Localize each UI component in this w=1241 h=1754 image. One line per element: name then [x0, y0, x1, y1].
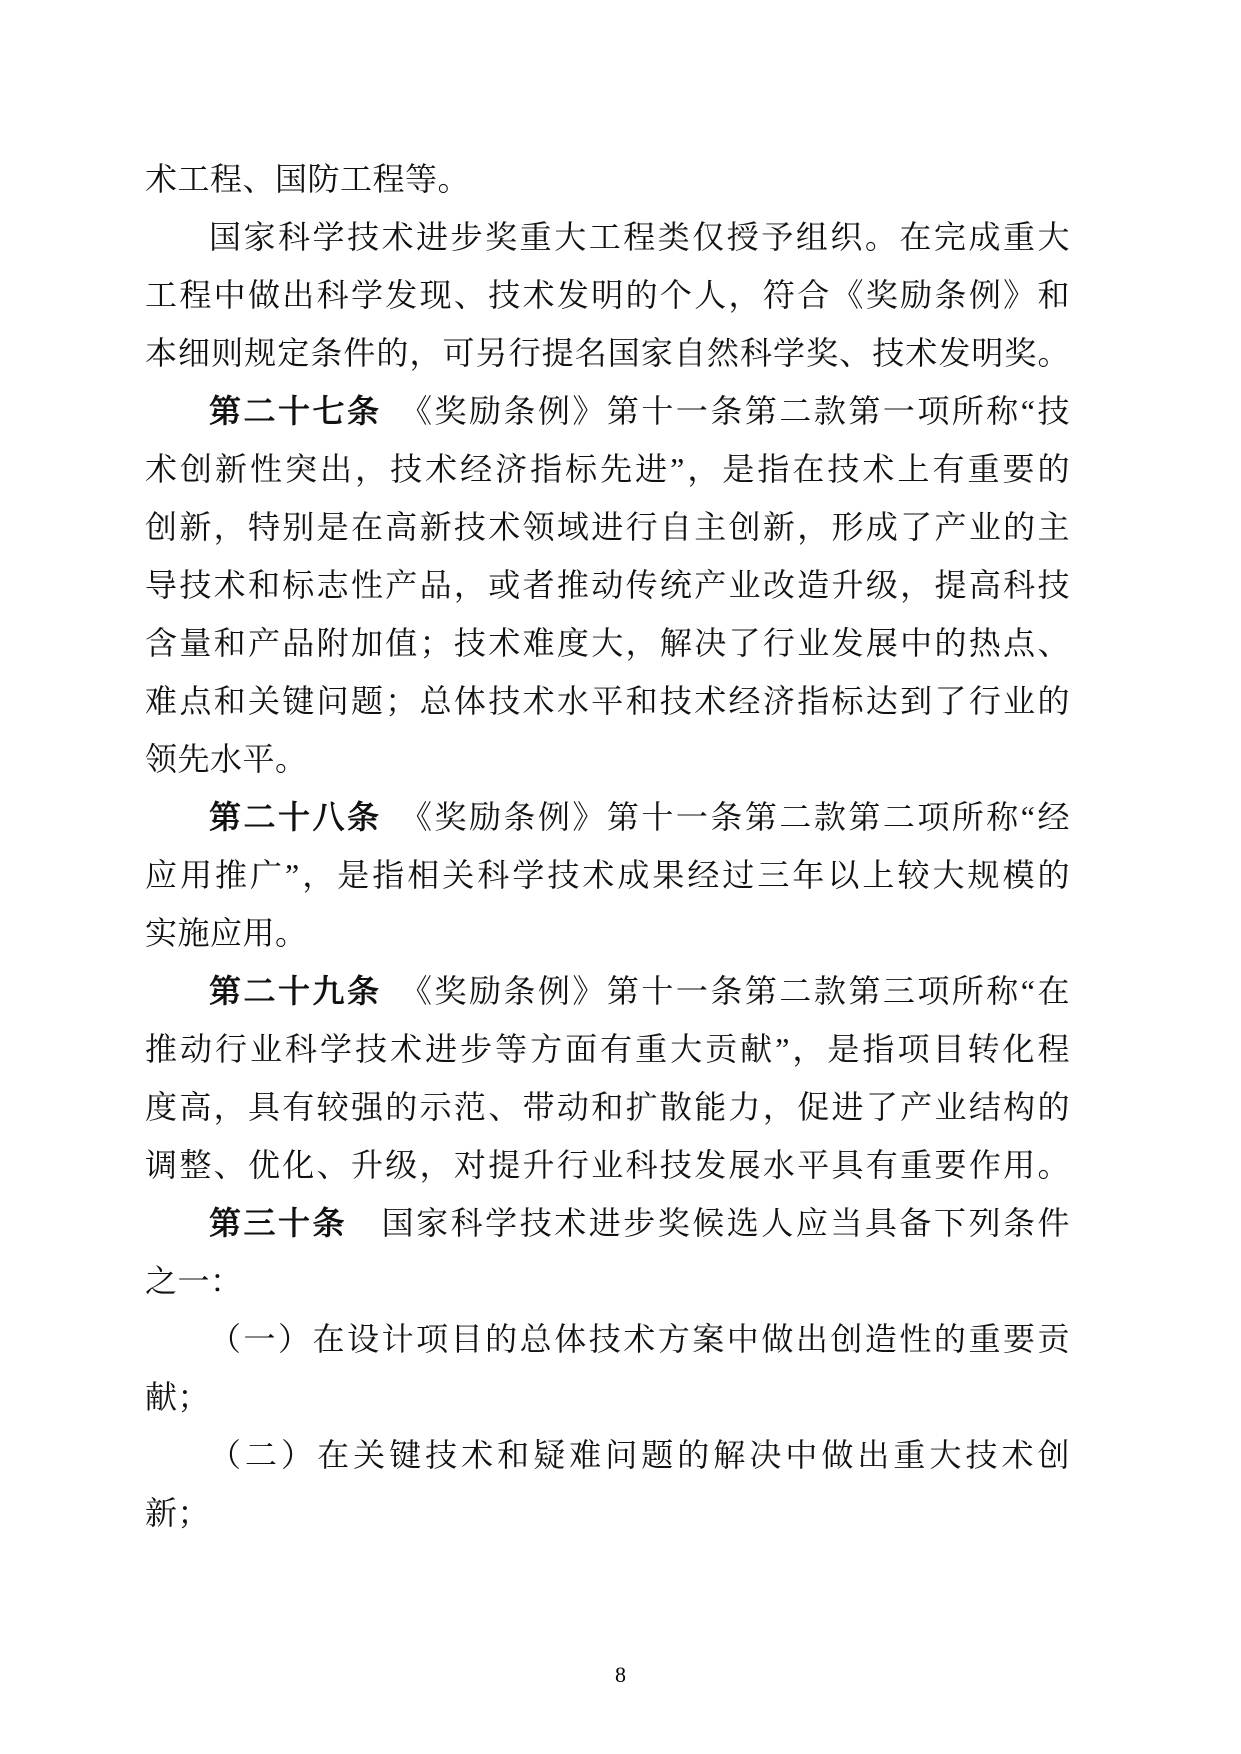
article-number: 第二十七条 [209, 393, 382, 429]
line-text: 领先水平。 [145, 741, 308, 777]
text-line [145, 614, 1070, 672]
article-number: 第二十八条 [209, 799, 382, 835]
text-line [145, 1426, 1070, 1484]
line-text: 工程中做出科学发现、技术发明的个人，符合《奖励条例》和 [145, 277, 1070, 313]
page-number: 8 [615, 1662, 626, 1687]
text-line [145, 672, 1070, 730]
line-text: 导技术和标志性产品，或者推动传统产业改造升级，提高科技 [145, 567, 1070, 603]
line-text: 献； [145, 1379, 211, 1415]
text-line [145, 324, 1070, 382]
text-line [145, 1020, 1070, 1078]
line-text: 本细则规定条件的，可另行提名国家自然科学奖、技术发明奖。 [145, 335, 1070, 371]
text-line [145, 266, 1070, 324]
text-line [145, 440, 1070, 498]
text-line [145, 846, 1070, 904]
line-text: 应用推广”，是指相关科学技术成果经过三年以上较大规模的 [145, 857, 1070, 893]
text-line [145, 1136, 1070, 1194]
text-line [145, 382, 1070, 440]
line-text: 《奖励条例》第十一条第二款第二项所称“经 [381, 799, 1070, 835]
text-line [145, 1310, 1070, 1368]
text-line [145, 788, 1070, 846]
line-text: 国家科学技术进步奖候选人应当具备下列条件 [347, 1205, 1070, 1241]
article-number: 第二十九条 [209, 973, 382, 1009]
line-text: 国家科学技术进步奖重大工程类仅授予组织。在完成重大 [209, 219, 1070, 255]
text-line [145, 498, 1070, 556]
text-line [145, 556, 1070, 614]
line-text: 《奖励条例》第十一条第二款第一项所称“技 [381, 393, 1070, 429]
line-text: 新； [145, 1495, 211, 1531]
text-line [145, 962, 1070, 1020]
line-text: （一）在设计项目的总体技术方案中做出创造性的重要贡 [209, 1321, 1070, 1357]
text-line [145, 730, 1070, 788]
line-text: （二）在关键技术和疑难问题的解决中做出重大技术创 [209, 1437, 1070, 1473]
article-number: 第三十条 [209, 1205, 348, 1241]
text-line [145, 150, 1070, 208]
line-text: 实施应用。 [145, 915, 308, 951]
line-text: 难点和关键问题；总体技术水平和技术经济指标达到了行业的 [145, 683, 1070, 719]
text-line [145, 904, 1070, 962]
text-line [145, 208, 1070, 266]
line-text: 之一： [145, 1263, 243, 1299]
text-line [145, 1484, 1070, 1542]
line-text: 度高，具有较强的示范、带动和扩散能力，促进了产业结构的 [145, 1089, 1070, 1125]
line-text: 推动行业科学技术进步等方面有重大贡献”，是指项目转化程 [145, 1031, 1070, 1067]
text-line [145, 1194, 1070, 1252]
line-text: 含量和产品附加值；技术难度大，解决了行业发展中的热点、 [145, 625, 1070, 661]
text-line [145, 1368, 1070, 1426]
text-line [145, 1252, 1070, 1310]
line-text: 术工程、国防工程等。 [145, 161, 471, 197]
line-text: 术创新性突出，技术经济指标先进”，是指在技术上有重要的 [145, 451, 1070, 487]
line-text: 调整、优化、升级，对提升行业科技发展水平具有重要作用。 [145, 1147, 1070, 1183]
text-line [145, 1078, 1070, 1136]
line-text: 《奖励条例》第十一条第二款第三项所称“在 [381, 973, 1070, 1009]
line-text: 创新，特别是在高新技术领域进行自主创新，形成了产业的主 [145, 509, 1070, 545]
document-body [145, 150, 1070, 1542]
